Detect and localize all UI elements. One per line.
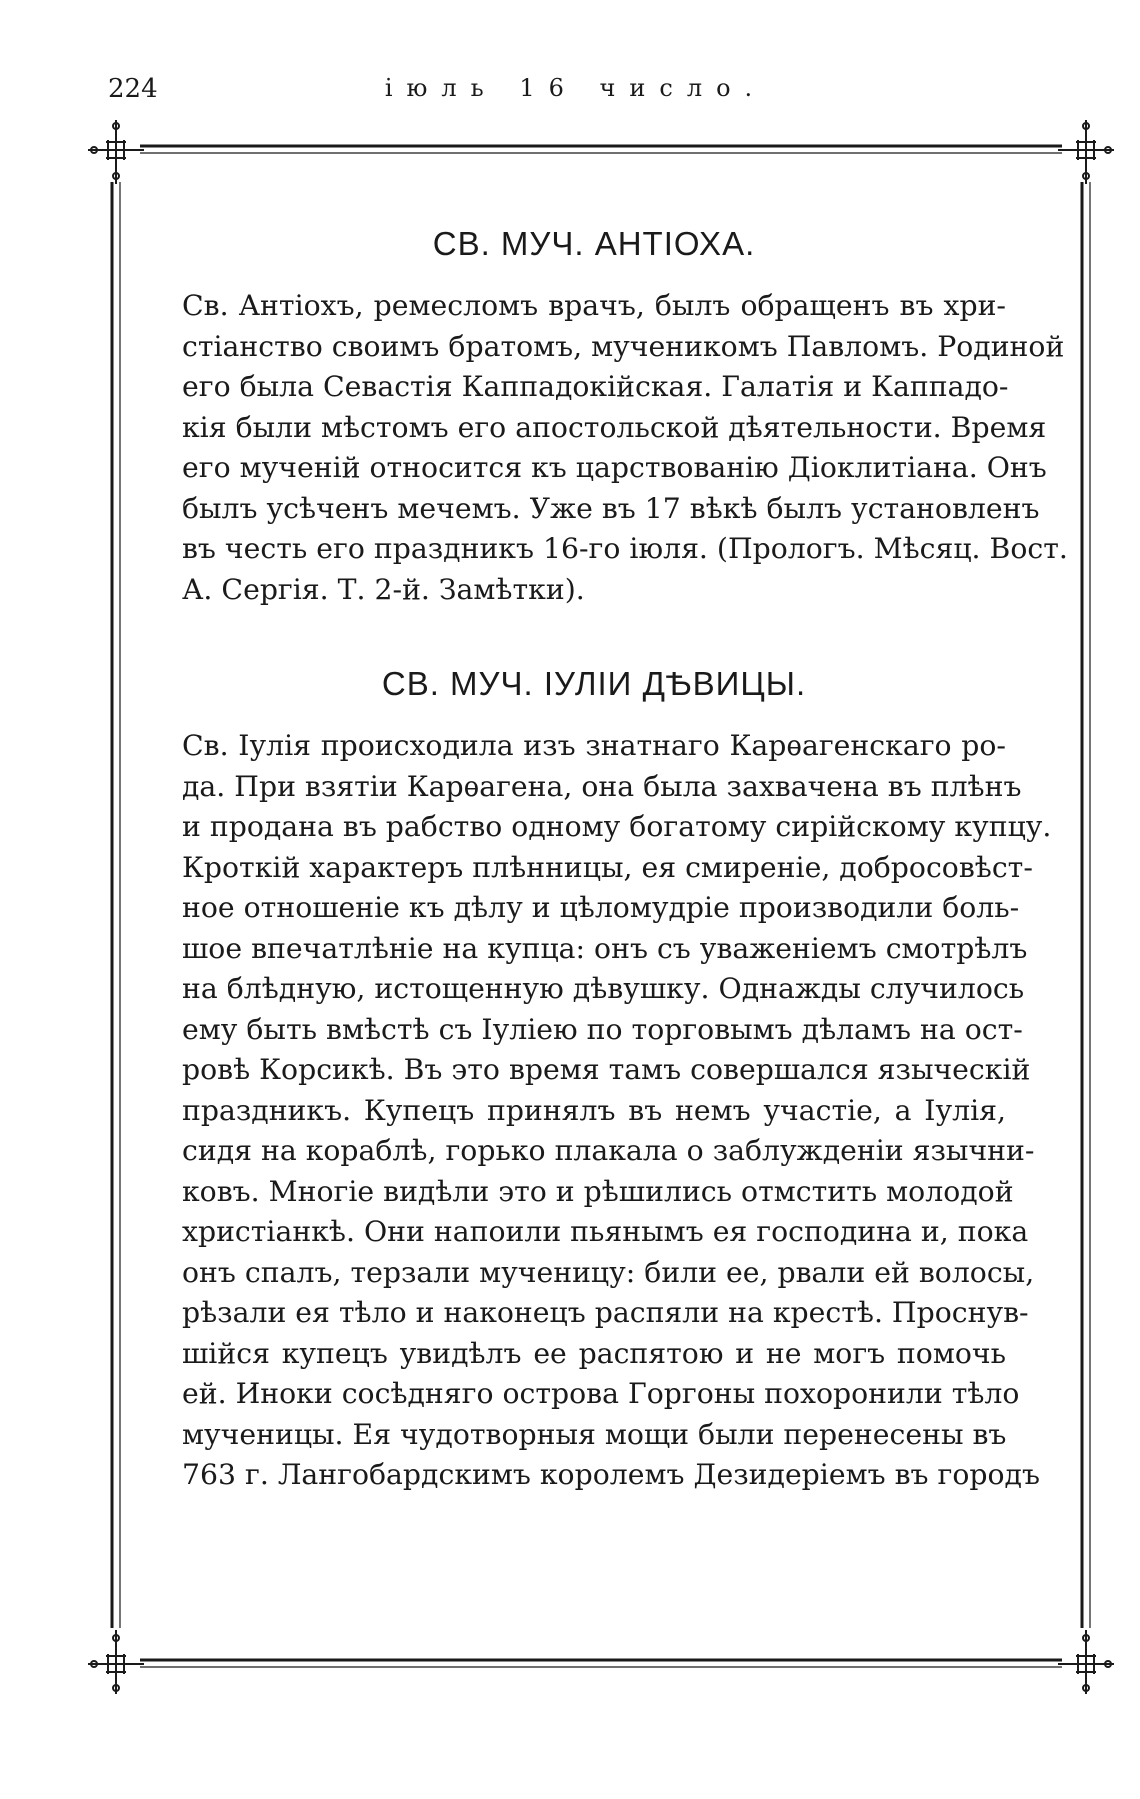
text-line: рѣзали ея тѣло и наконецъ распяли на крестѣ. Проснув- bbox=[182, 1296, 1029, 1329]
section-antiochus bbox=[182, 222, 1068, 610]
text-line: ковъ. Многіе видѣли это и рѣшились отмстить молодой bbox=[182, 1174, 1014, 1208]
text-line: ей. Иноки сосѣдняго острова Горгоны похоронили тѣло bbox=[182, 1377, 1020, 1410]
text-line: христіанкѣ. Они напоили пьянымъ ея господина и, пока bbox=[182, 1215, 1029, 1248]
running-title: іюль 16 число. bbox=[384, 74, 767, 102]
text-line: на блѣдную, истощенную дѣвушку. Однажды случилось bbox=[182, 972, 1025, 1005]
text-line: и продана въ рабство одному богатому сирійскому купцу. bbox=[182, 810, 1052, 843]
text-line: его была Севастія Каппадокійская. Галатія и Каппадо- bbox=[182, 370, 1009, 403]
text-line: да. При взятіи Карѳагена, она была захвачена въ плѣнъ bbox=[182, 769, 1022, 803]
text-line: праздникъ. Купецъ принялъ въ немъ участіе, а Іулія, bbox=[182, 1093, 1006, 1127]
text-line: 763 г. Лангобардскимъ королемъ Дезидеріемъ въ городъ bbox=[182, 1458, 1040, 1491]
text-line: сидя на кораблѣ, горько плакала о заблужденіи язычни- bbox=[182, 1134, 1035, 1167]
section-text bbox=[182, 286, 1068, 610]
text-line: ровѣ Корсикѣ. Въ это время тамъ совершался языческій bbox=[182, 1053, 1031, 1086]
section-julia bbox=[182, 662, 1052, 1496]
text-line: Св. Іулія происходила изъ знатнаго Карѳагенскаго ро- bbox=[182, 729, 1006, 762]
text-line: ему быть вмѣстѣ съ Іуліею по торговымъ дѣламъ на ост- bbox=[182, 1012, 1023, 1046]
text-line: мученицы. Ея чудотворныя мощи были перенесены въ bbox=[182, 1417, 1007, 1451]
text-line: шое впечатлѣніе на купца: онъ съ уваженіемъ смотрѣлъ bbox=[182, 931, 1028, 965]
text-line: въ честь его праздникъ 16-го іюля. (Прологъ. Мѣсяц. Вост. bbox=[182, 532, 1068, 565]
page-body bbox=[182, 222, 1068, 1496]
page-number: 224 bbox=[108, 74, 158, 104]
text-line: онъ спалъ, терзали мученицу: били ее, рвали ей волосы, bbox=[182, 1255, 1035, 1289]
text-line: Кроткій характеръ плѣнницы, ея смиреніе, добросовѣст- bbox=[182, 850, 1033, 884]
section-title: СВ. МУЧ. ІУЛІИ ДѢВИЦЫ. bbox=[381, 665, 807, 702]
text-line: Св. Антіохъ, ремесломъ врачъ, былъ обращенъ въ хри- bbox=[182, 289, 1006, 322]
text-line: его мученій относится къ царствованію Діоклитіана. Онъ bbox=[182, 451, 1047, 484]
text-line: шійся купецъ увидѣлъ ее распятою и не могъ помочь bbox=[182, 1336, 1006, 1370]
text-line: А. Сергія. Т. 2-й. Замѣтки). bbox=[182, 572, 585, 606]
section-text bbox=[182, 726, 1052, 1496]
text-line: ное отношеніе къ дѣлу и цѣломудріе производили боль- bbox=[182, 891, 1020, 924]
text-line: стіанство своимъ братомъ, мученикомъ Павломъ. Родиной bbox=[182, 329, 1065, 363]
text-line: кія были мѣстомъ его апостольской дѣятельности. Время bbox=[182, 410, 1047, 444]
section-title: СВ. МУЧ. АНТІОХА. bbox=[432, 225, 756, 262]
text-line: былъ усѣченъ мечемъ. Уже въ 17 вѣкѣ былъ установленъ bbox=[182, 491, 1040, 525]
running-head bbox=[108, 74, 1043, 118]
